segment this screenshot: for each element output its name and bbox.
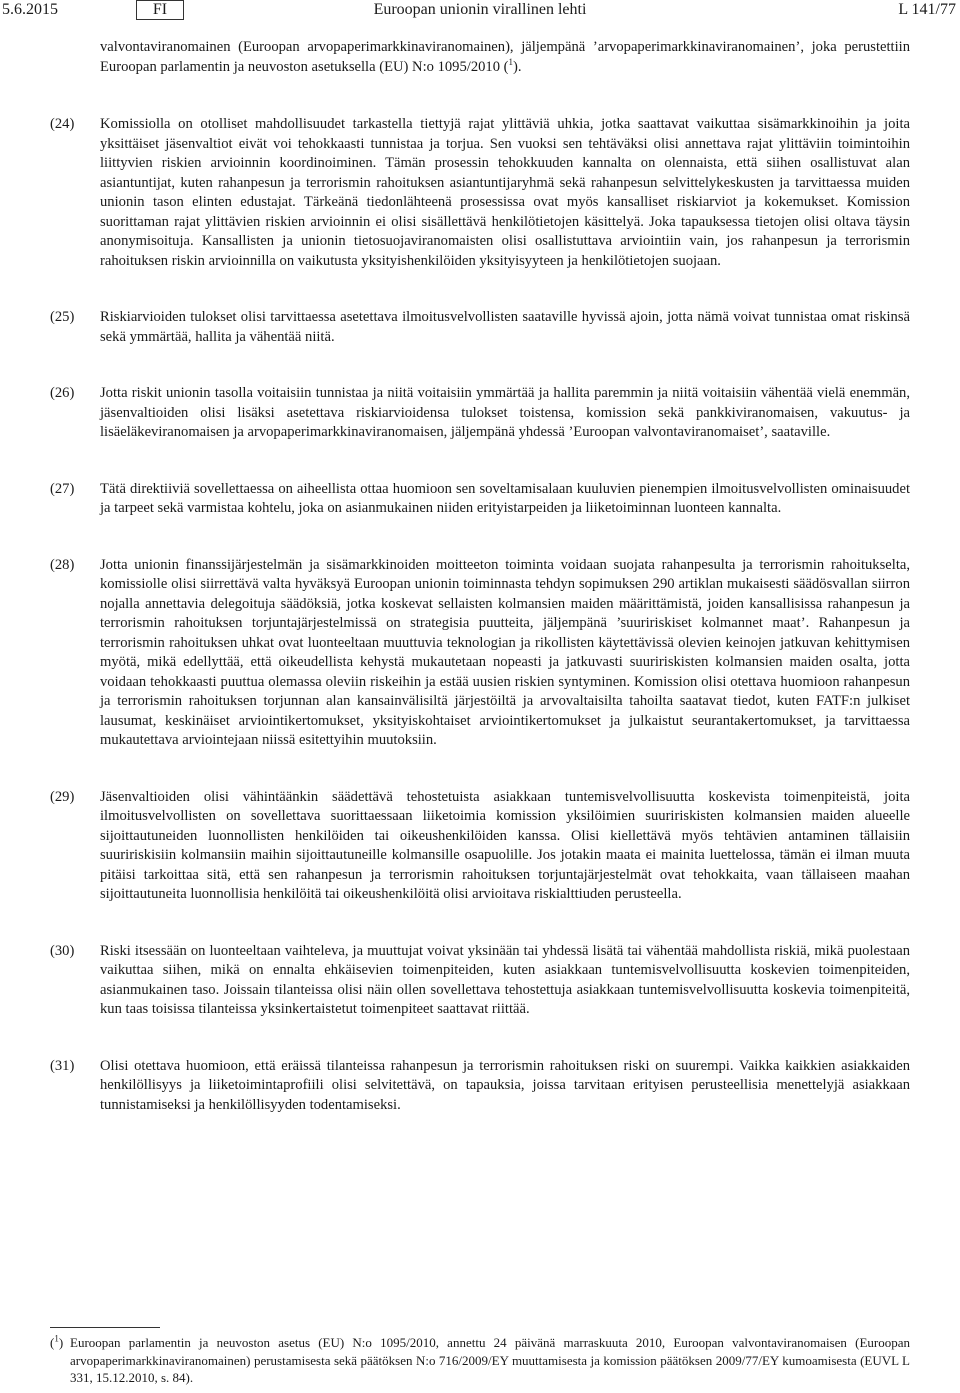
intro-paragraph	[100, 38, 910, 77]
recital-25	[0, 308, 960, 347]
recital-number: (29)	[50, 788, 75, 805]
recital-24	[0, 115, 960, 271]
journal-title: Euroopan unionin virallinen lehti	[373, 1, 587, 18]
footnote-mark-open: (	[50, 1335, 55, 1350]
recital-27	[0, 480, 960, 519]
intro-text: valvontaviranomainen (Euroopan arvopaperimarkkinaviranomainen), jäljempänä ’arvopaperimarkkinaviranomainen’, joka perustettiin Euroopan parlamentin ja neuvoston asetuksella (EU) N:o 1095/2010 (	[100, 39, 910, 75]
recital-text: Jotta unionin finanssijärjestelmän ja sisämarkkinoiden moitteeton toiminta voidaan suojata rahanpesulta ja terrorismin rahoitukselta, komissiolle olisi siirrettävä valta hyväksyä Euroopan unionin toiminnasta tehdyn sopimuksen 290 artiklan mukaisesti säädösvallan siirron nojalla annettavia delegoituja säädöksiä, jotka koskevat sellaisten kolmansien maiden määrittämistä, joiden kansallisissa rahanpesun ja terrorismin rahoituksen torjuntajärjestelmissä on strategisia puutteita, jäljempänä ’suuririskiset kolmannet maat’. Rahanpesun ja terrorismin rahoituksen uhkat ovat luonteeltaan muuttuvia teknologian ja rikollisten käytettävissä olevien keinojen jatkuvan kehittymisen myötä, mikä edellyttää, että oikeudellista kehystä mukautetaan nopeasti ja jatkuvasti suuririskisten kolmansien maiden osalta, jotta voidaan tehokkaasti puuttua olemassa oleviin riskeihin ja estää uusien riskien syntyminen. Komission olisi otettava huomioon rahanpesun ja terrorismin rahoituksen torjunnan alan kansainvälisiltä järjestöiltä ja arvovaltaisilta tahoilta saatavat tiedot, kuten FATF:n julkiset lausumat, keskinäiset arviointikertomukset, yksityiskohtaiset arviointikertomukset ja julkaistut seurantakertomukset, ja tarvittaessa mukautettava arviointejaan niissä esitettyihin muutoksiin.	[100, 556, 910, 748]
footnote-text: Euroopan parlamentin ja neuvoston asetus (EU) N:o 1095/2010, annettu 24 päivänä marraskuuta 2010, Euroopan valvontaviranomaisen (Euroopan arvopaperimarkkinaviranomainen) perustamisesta sekä päätöksen N:o 716/2009/EY muuttamisesta ja komission päätöksen 2009/77/EY kumoamisesta (EUVL L 331, 15.12.2010, s. 84).	[70, 1335, 910, 1385]
recital-31	[0, 1057, 960, 1116]
recital-text: Komissiolla on otolliset mahdollisuudet tarkastella tiettyjä rajat ylittäviä uhkia, jotka saattavat vaikuttaa sisämarkkinoihin ja joita yksittäiset jäsenvaltiot eivät voi tehokkaasti tunnistaa ja torjua. Sen vuoksi sen tehtäväksi olisi annettava rajat ylittäviin toimintoihin liittyvien riskien arvioinnin koordinoiminen. Tämän prosessin tehokkuuden kannalta on olennaista, että siihen osallistuvat alan asiantuntijat, kuten rahanpesun ja terrorismin rahoituksen asiantuntijaryhmä sekä rahanpesun selvittelykeskusten ja tarvittaessa muiden unionin tason elinten edustajat. Tärkeänä tiedonlähteenä prosessissa ovat myös kansalliset riskiarviot ja kokemukset. Komission suorittaman rajat ylittävien riskien arvioinnin ei olisi sisällettävä henkilötietojen käsittelyä. Joka tapauksessa tietojen olisi oltava täysin anonymisoituja. Kansallisten ja unionin tietosuojaviranomaisten olisi osallistuttava arviointiin vain, jos rahanpesun ja terrorismin rahoituksen riskin arvioinnilla on vaikutusta yksityishenkilöiden yksityisyyteen ja henkilötietojen suojaan.	[100, 116, 910, 269]
page-reference: L 141/77	[898, 1, 956, 18]
recital-text: Riski itsessään on luonteeltaan vaihteleva, ja muuttujat voivat yksinään tai yhdessä lisätä tai vähentää mahdollista riskiä, mikä puolestaan vaikuttaa siihen, mikä on ennalta ehkäisevien toimenpiteiden, kuten asiakkaan tuntemisvelvollisuutta koskevien toimenpiteiden, asianmukainen taso. Joissain tilanteissa olisi näin ollen sovellettava tehostettuja asiakkaan tuntemisvelvollisuutta koskevia toimenpiteitä, kun taas toisissa tilanteissa yksinkertaistetut toimenpiteet saattavat riittää.	[100, 942, 910, 1017]
recital-text: Jotta riskit unionin tasolla voitaisiin tunnistaa ja niitä voitaisiin ymmärtää ja hallita paremmin ja niitä voitaisiin vähentää vielä enemmän, jäsenvaltioiden olisi lisäksi asetettava riskiarvioidensa tulokset toistensa, komission sekä pankkiviranomaisen, vakuutus- ja lisäeläkeviranomaisen ja arvopaperimarkkinaviranomaisen, jäljempänä yhdessä ’Euroopan valvontaviranomaiset’, saataville.	[100, 385, 910, 440]
recital-30	[0, 942, 960, 1020]
footnote-ref[interactable]: 1	[508, 56, 514, 67]
language-badge: FI	[136, 0, 184, 20]
recital-number: (30)	[50, 942, 75, 959]
publication-date: 5.6.2015	[2, 1, 58, 18]
footnote-mark-number: 1	[54, 1333, 59, 1344]
recital-number: (31)	[50, 1057, 75, 1074]
intro-end: ).	[513, 58, 522, 75]
footnote-mark-close: )	[58, 1335, 64, 1350]
page-header	[0, 0, 960, 24]
recital-28	[0, 556, 960, 751]
footnote-mark	[50, 1334, 63, 1352]
footnote	[50, 1334, 910, 1387]
document-body	[0, 38, 960, 1115]
recital-text: Jäsenvaltioiden olisi vähintäänkin säädettävä tehostetuista asiakkaan tuntemisvelvollisuutta koskevista toimenpiteistä, joita ilmoitusvelvollisten on sovellettava suorittaessaan liiketoimia komission yksilöimien suuririskisten kolmansien maiden alueelle sijoittautuneiden luonnollisten henkilöiden tai oikeushenkilöiden kanssa. Olisi kiellettävä myös tehtävien antaminen tällaisiin suuririskisiin kolmansiin maihin sijoittautuneille kolmansille osapuolille. Jos jotakin maata ei mainita luettelossa, tämän ei ilman muuta pitäisi tarkoittaa sitä, että sen rahanpesun ja terrorismin rahoituksen torjuntajärjestelmät ovat tehokkaita, vaan tällaiseen maahan sijoittautuneita luonnollisia henkilöitä tai oikeushenkilöitä olisi arvioitava riskialttiuden perusteella.	[100, 788, 910, 902]
recital-number: (26)	[50, 385, 75, 401]
recital-29	[0, 788, 960, 905]
recital-text: Tätä direktiiviä sovellettaessa on aiheellista ottaa huomioon sen soveltamisalaan kuuluvien pienempien ilmoitusvelvollisten ominaisuudet ja tarpeet sekä varmistaa kohtelu, joka on asianmukainen niiden erityistarpeiden ja liiketoiminnan luonteen kannalta.	[100, 480, 910, 516]
recital-number: (25)	[50, 309, 75, 325]
recital-number: (28)	[50, 556, 75, 573]
recital-text: Olisi otettava huomioon, että eräissä tilanteissa rahanpesun ja terrorismin rahoituksen riski on suurempi. Vaikka kaikkien asiakkaiden henkilöllisyys ja liiketoimintaprofiili olisi selvitettävä, on tapauksia, joissa tarvitaan erityisen perusteellisia menettelyjä asiakkaan tunnistamiseksi ja henkilöllisyyden todentamiseksi.	[100, 1057, 910, 1113]
recital-number: (24)	[50, 116, 75, 132]
footnote-divider	[50, 1327, 160, 1328]
recital-26	[0, 384, 960, 443]
recital-number: (27)	[50, 480, 75, 497]
recital-text: Riskiarvioiden tulokset olisi tarvittaessa asetettava ilmoitusvelvollisten saataville hyvissä ajoin, jotta nämä voivat tunnistaa omat riskinsä sekä ymmärtää, hallita ja vähentää niitä.	[100, 309, 910, 345]
